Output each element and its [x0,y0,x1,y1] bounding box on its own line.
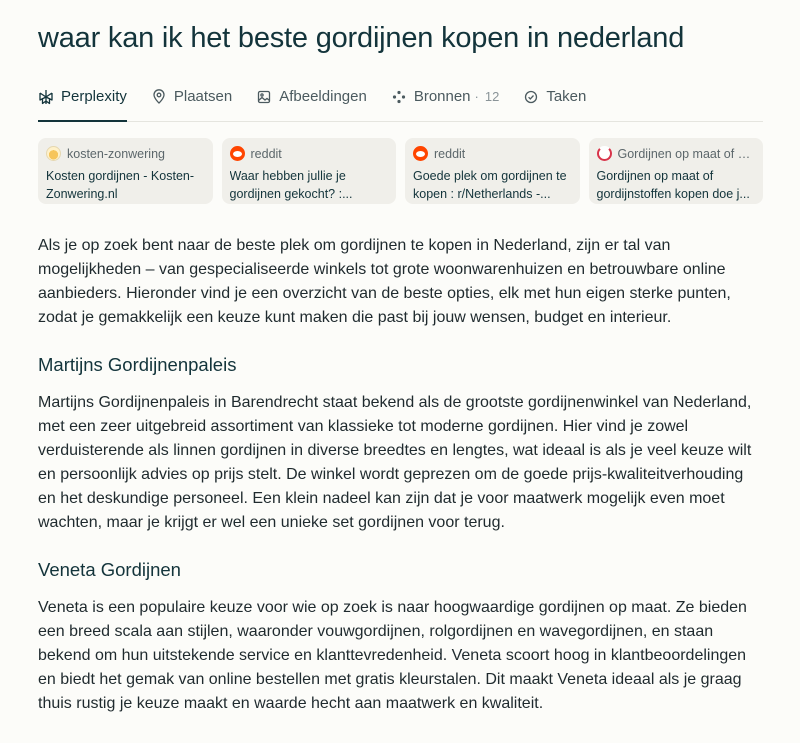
image-icon [256,89,272,105]
section-heading: Veneta Gordijnen [38,559,181,580]
reddit-favicon-icon [413,146,428,161]
source-site: Gordijnen op maat of g... [617,146,755,161]
source-cards [38,138,763,204]
tab-label: Plaatsen [173,88,233,105]
reddit-favicon-icon [230,146,245,161]
source-header [230,145,389,162]
tab-bronnen[interactable] [391,72,500,121]
answer-page [38,0,763,716]
tab-label: Afbeeldingen [279,88,367,105]
kosten-zonwering-favicon-icon [46,146,61,161]
tab-plaatsen[interactable] [151,72,232,121]
tab-separator: · [474,89,479,104]
query-title: waar kan ik het beste gordijnen kopen in nederland [38,22,685,54]
source-header [413,145,572,162]
source-title: Waar hebben jullie je gordijnen gekocht? :... [229,169,353,201]
sources-count: 12 [484,89,500,104]
source-site: reddit [434,146,466,161]
tab-label: Taken [546,88,587,105]
tab-label: Bronnen [413,88,471,105]
section-heading: Martijns Gordijnenpaleis [38,354,237,375]
source-title: Goede plek om gordijnen te kopen : r/Netherlands -... [413,169,567,201]
map-pin-icon [151,89,167,105]
source-title: Kosten gordijnen - Kosten-Zonwering.nl [46,169,195,201]
tab-label: Perplexity [61,88,127,105]
result-tabs [38,72,763,122]
source-card[interactable] [38,138,213,204]
answer-intro: Als je op zoek bent naar de beste plek om gordijnen te kopen in Nederland, zijn er tal van mogelijkheden – van gespecialiseerde winkels tot grote woonwarenhuizen en betrouwbare online aanbieders. Hieronder vind je een overzicht van de beste opties, elk met hun eigen sterke punten, zodat je gemakkelijk een keuze kunt maken die past bij jouw wensen, budget en interieur. [38,237,731,326]
sources-icon [391,89,407,105]
section-paragraph: Veneta is een populaire keuze voor wie op zoek is naar hoogwaardige gordijnen op maat. Ze bieden een breed scala aan stijlen, waaronder vouwgordijnen, rolgordijnen en wavegordijnen, en staan bekend om hun uitstekende service en klanttevredenheid. Veneta scoort hoog in klantbeoordelingen en biedt het gemak van online bestellen met gratis kleurstalen. Dit maakt Veneta ideaal als je graag thuis rustig je keuze maakt en waarde hecht aan maatwerk en kwaliteit. [38,599,747,712]
source-title: Gordijnen op maat of gordijnstoffen kopen doe j... [596,169,750,201]
source-header [46,145,205,162]
gordijnen-op-maat-favicon-icon [597,146,612,161]
check-circle-icon [523,89,539,105]
source-card[interactable] [222,138,397,204]
tab-afbeeldingen[interactable] [256,72,367,121]
source-site: reddit [250,146,282,161]
source-card[interactable] [589,138,764,204]
source-card[interactable] [405,138,580,204]
tab-taken[interactable] [523,72,586,121]
section-paragraph: Martijns Gordijnenpaleis in Barendrecht staat bekend als de grootste gordijnenwinkel van Nederland, met een zeer uitgebreid assortiment van klassieke tot moderne gordijnen. Hier vind je zowel verduisterende als linnen gordijnen in diverse breedtes en lengtes, wat ideaal is als je veel keuze wilt en persoonlijk advies op prijs stelt. De winkel wordt geprezen om de goede prijs-kwaliteitverhouding en het deskundige personeel. Een klein nadeel kan zijn dat je voor maatwerk mogelijk even moet wachten, maar je krijgt er wel een unieke set gordijnen voor terug. [38,394,752,531]
perplexity-logo-icon [38,89,54,105]
source-header [597,145,756,162]
tab-perplexity[interactable] [38,72,127,121]
source-site: kosten-zonwering [67,146,165,161]
answer-body [38,234,763,716]
